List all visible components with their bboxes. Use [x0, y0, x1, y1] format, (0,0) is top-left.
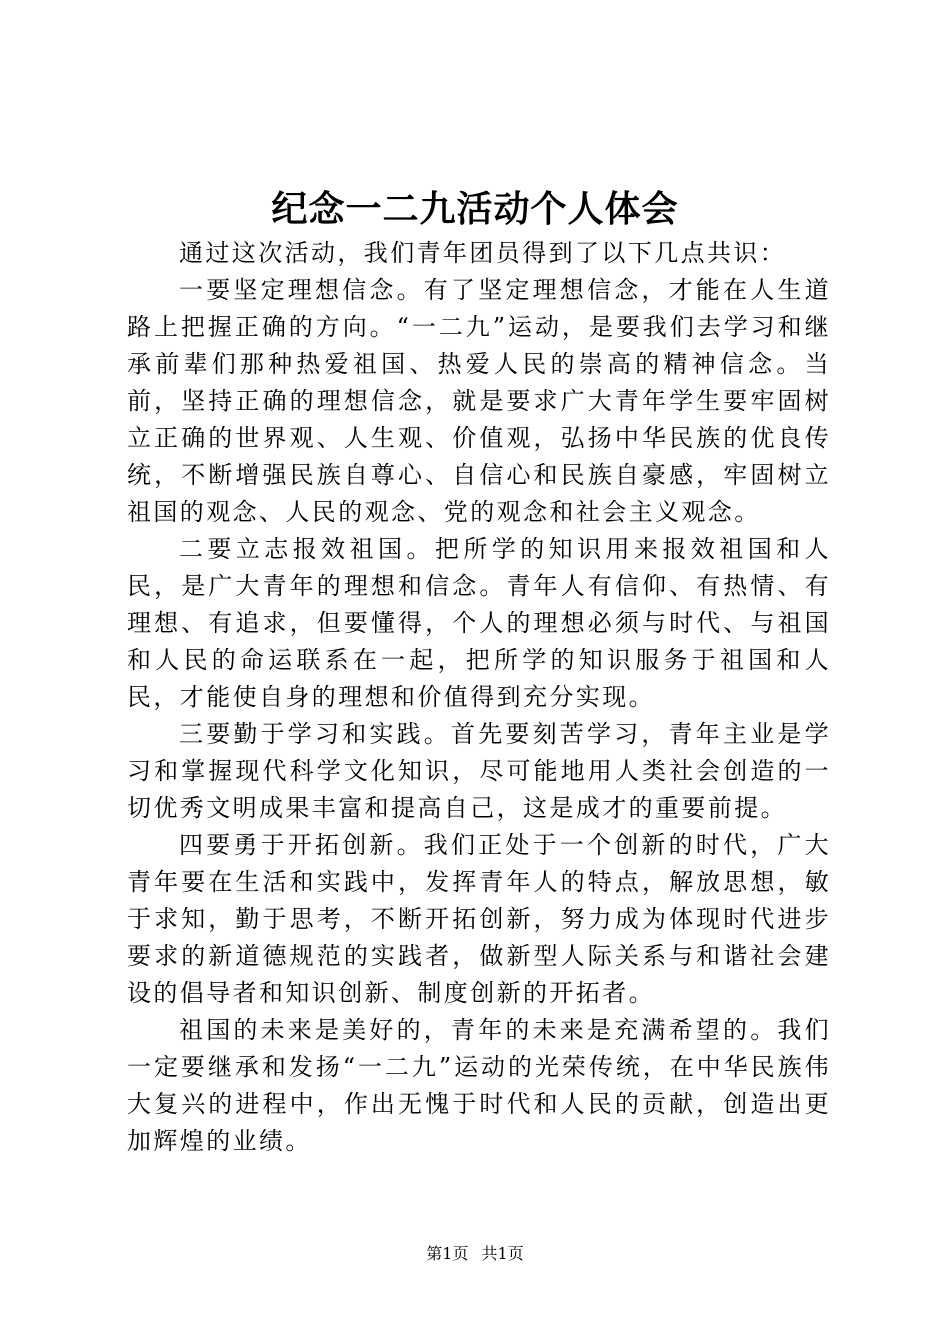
page-footer	[0, 1243, 950, 1265]
page-total: 共1页	[481, 1244, 524, 1263]
page-number: 第1页	[426, 1244, 469, 1263]
paragraph-ideals: 一要坚定理想信念。有了坚定理想信念，才能在人生道路上把握正确的方向。“一二九”运动，是要我们去学习和继承前辈们那种热爱祖国、热爱人民的崇高的精神信念。当前，坚持正确的理想信念，就是要求广大青年学生要牢固树立正确的世界观、人生观、价值观，弘扬中华民族的优良传统，不断增强民族自尊心、自信心和民族自豪感，牢固树立祖国的观念、人民的观念、党的观念和社会主义观念。	[127, 276, 831, 526]
document-title: 纪念一二九活动个人体会	[271, 189, 679, 230]
paragraph-serve-country: 二要立志报效祖国。把所学的知识用来报效祖国和人民，是广大青年的理想和信念。青年人有信仰、有热情、有理想、有追求，但要懂得，个人的理想必须与时代、与祖国和人民的命运联系在一起，把所学的知识服务于祖国和人民，才能使自身的理想和价值得到充分实现。	[127, 535, 831, 711]
paragraph-study-practice: 三要勤于学习和实践。首先要刻苦学习，青年主业是学习和掌握现代科学文化知识，尽可能地用人类社会创造的一切优秀文明成果丰富和提高自己，这是成才的重要前提。	[127, 720, 831, 822]
document-body	[127, 235, 831, 1160]
paragraph-innovation: 四要勇于开拓创新。我们正处于一个创新的时代，广大青年要在生活和实践中，发挥青年人的特点，解放思想，敏于求知，勤于思考，不断开拓创新，努力成为体现时代进步要求的新道德规范的实践者，做新型人际关系与和谐社会建设的倡导者和知识创新、制度创新的开拓者。	[127, 831, 831, 1007]
paragraph-conclusion: 祖国的未来是美好的，青年的未来是充满希望的。我们一定要继承和发扬“一二九”运动的光荣传统，在中华民族伟大复兴的进程中，作出无愧于时代和人民的贡献，创造出更加辉煌的业绩。	[127, 1016, 831, 1155]
paragraph-intro: 通过这次活动，我们青年团员得到了以下几点共识：	[179, 239, 787, 267]
